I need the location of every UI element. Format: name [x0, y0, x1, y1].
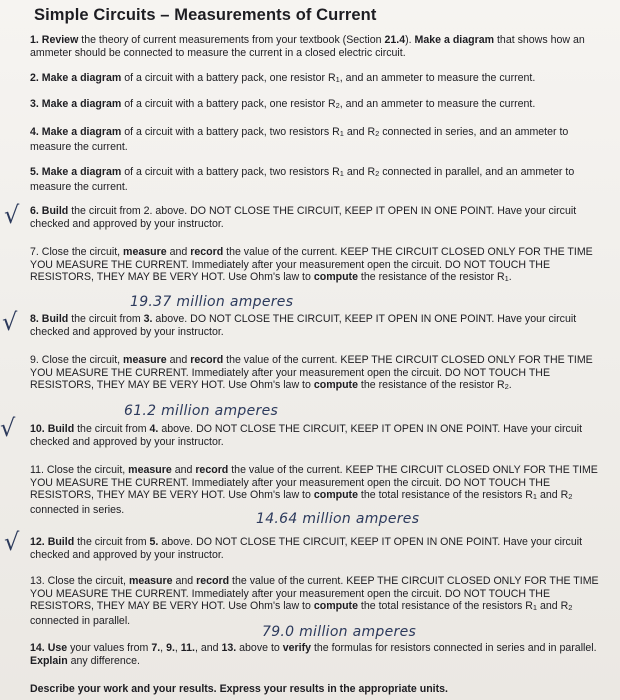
checkmark-icon: √ — [2, 308, 18, 336]
handwritten-answer-r2: 61.2 million amperes — [124, 403, 279, 419]
item-6: 6. Build the circuit from 2. above. DO NOT CLOSE THE CIRCUIT, KEEP IT OPEN IN ONE POINT. Have your circuit checked and approved by your instructor. — [30, 205, 577, 230]
item-8: 8. Build the circuit from 3. above. DO NOT CLOSE THE CIRCUIT, KEEP IT OPEN IN ONE POINT. Have your circuit checked and approved by your instructor. — [30, 313, 577, 338]
page-title: Simple Circuits – Measurements of Current — [34, 6, 377, 24]
item-7: 7. Close the circuit, measure and record the value of the current. KEEP THE CIRCUIT CLOSED ONLY FOR THE TIME YOU MEASURE THE CURRENT. Immediately after your measurement open the circuit. DO NOT TOUCH THE RESISTORS, THEY MAY BE VERY HOT. Use Ohm's law to compute the resistance of the resistor $R_1$. — [30, 246, 593, 284]
item-12: 12. Build the circuit from 5. above. DO NOT CLOSE THE CIRCUIT, KEEP IT OPEN IN ONE POINT. Have your circuit checked and approved by your instructor. — [30, 536, 583, 561]
item-10: 10. Build the circuit from 4. above. DO NOT CLOSE THE CIRCUIT, KEEP IT OPEN IN ONE POINT. Have your circuit checked and approved by your instructor. — [30, 423, 583, 448]
item-9: 9. Close the circuit, measure and record the value of the current. KEEP THE CIRCUIT CLOSED ONLY FOR THE TIME YOU MEASURE THE CURRENT. Immediately after your measurement open the circuit. DO NOT TOUCH THE RESISTORS, THEY MAY BE VERY HOT. Use Ohm's law to compute the resistance of the resistor $R_2$. — [30, 354, 593, 392]
item-13: 13. Close the circuit, measure and record the value of the current. KEEP THE CIRCUIT CLOSED ONLY FOR THE TIME YOU MEASURE THE CURRENT. Immediately after your measurement open the circuit. DO NOT TOUCH THE RESISTORS, THEY MAY BE VERY HOT. Use Ohm's law to compute the total resistance of the resistors $R_1$ and $R_2$ connected in parallel. — [30, 575, 599, 627]
checkmark-icon: √ — [4, 201, 20, 229]
handwritten-answer-parallel: 79.0 million amperes — [262, 624, 417, 640]
item-5: 5. Make a diagram of a circuit with a battery pack, two resistors $R_1$ and $R_2$ connected in parallel, and an ammeter to measure the current. — [30, 166, 575, 193]
checkmark-icon: √ — [0, 414, 16, 442]
handwritten-answer-r1: 19.37 million amperes — [130, 294, 294, 310]
item-14: 14. Use your values from 7., 9., 11., and 13. above to verify the formulas for resistors connected in series and in parallel. Explain any difference. — [30, 642, 597, 667]
final-instruction: Describe your work and your results. Express your results in the appropriate units. — [30, 683, 448, 695]
item-2: 2. Make a diagram of a circuit with a battery pack, one resistor $R_1$, and an ammeter to measure the current. — [30, 72, 536, 84]
item-3: 3. Make a diagram of a circuit with a battery pack, one resistor $R_2$, and an ammeter to measure the current. — [30, 98, 536, 110]
checkmark-icon: √ — [4, 528, 20, 556]
item-1: 1. Review the theory of current measurements from your textbook (Section 21.4). Make a diagram that shows how an ammeter should be connected to measure the current in a closed electric circuit. — [30, 34, 585, 59]
handwritten-answer-series: 14.64 million amperes — [256, 511, 420, 527]
item-4: 4. Make a diagram of a circuit with a battery pack, two resistors $R_1$ and $R_2$ connected in series, and an ammeter to measure the current. — [30, 126, 569, 153]
item-11: 11. Close the circuit, measure and record the value of the current. KEEP THE CIRCUIT CLOSED ONLY FOR THE TIME YOU MEASURE THE CURRENT. Immediately after your measurement open the circuit. DO NOT TOUCH THE RESISTORS, THEY MAY BE VERY HOT. Use Ohm's law to compute the total resistance of the resistors $R_1$ and $R_2$ connected in series. — [30, 464, 598, 516]
